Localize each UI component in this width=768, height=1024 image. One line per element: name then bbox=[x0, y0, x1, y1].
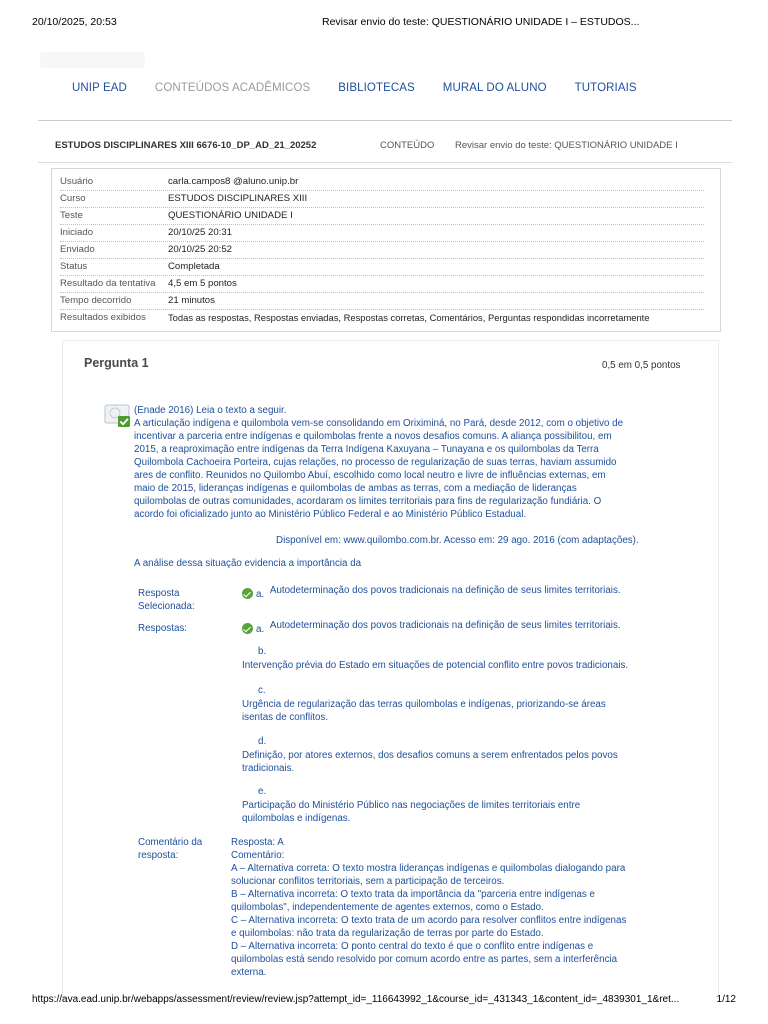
comment-line: D – Alternativa incorreta: O ponto central do texto é que o conflito entre indígenas e bbox=[231, 941, 594, 952]
info-row-resultado bbox=[60, 275, 704, 293]
answer-option-b: Intervenção prévia do Estado em situações de potencial conflito entre povos tradicionais. bbox=[242, 660, 629, 671]
info-row-curso bbox=[60, 190, 704, 208]
nav-conteudos-academicos[interactable]: CONTEÚDOS ACADÊMICOS bbox=[154, 82, 311, 94]
answer-option-c-line2: isentas de conflitos. bbox=[242, 712, 329, 723]
question-intro: (Enade 2016) Leia o texto a seguir. bbox=[134, 405, 287, 416]
question-score: 0,5 em 0,5 pontos bbox=[602, 360, 681, 371]
question-text-line: ares de conflito. Reunidos no Quilombo Abuí, escolhido como local neutro e livre de influências externas, em bbox=[134, 470, 606, 481]
question-text-line: maio de 2015, lideranças indígenas e quilombolas de ambas as terras, com a mediação de lideranças bbox=[134, 483, 577, 494]
comment-label bbox=[138, 836, 202, 862]
question-title: Pergunta 1 bbox=[84, 356, 149, 370]
info-row-teste bbox=[60, 207, 704, 225]
info-value: 20/10/25 20:31 bbox=[168, 227, 233, 238]
comment-line: e quilombolas: não trata da regularização de terras por parte do Estado. bbox=[231, 928, 544, 939]
info-value: ESTUDOS DISCIPLINARES XIII bbox=[168, 193, 308, 204]
answer-letter-d: d. bbox=[258, 736, 267, 747]
breadcrumb-current: Revisar envio do teste: QUESTIONÁRIO UNIDADE I bbox=[455, 140, 678, 151]
info-row-enviado bbox=[60, 241, 704, 259]
question-text-line: acordo foi oficializado junto ao Ministério Público Federal e ao Ministério Público Estadual. bbox=[134, 509, 527, 520]
info-row-resultados-exibidos bbox=[60, 309, 712, 326]
info-row-iniciado bbox=[60, 224, 704, 242]
nav-mural-do-aluno[interactable]: MURAL DO ALUNO bbox=[442, 82, 547, 94]
site-logo[interactable] bbox=[40, 52, 145, 68]
question-text bbox=[134, 404, 679, 521]
info-row-usuario bbox=[60, 173, 704, 191]
print-page-number: 1/12 bbox=[716, 994, 736, 1005]
answer-text: Autodeterminação dos povos tradicionais na definição de seus limites territoriais. bbox=[269, 585, 621, 596]
info-label: Teste bbox=[60, 210, 83, 221]
answer-option-e-line1: Participação do Ministério Público nas negociações de limites territoriais entre bbox=[242, 800, 581, 811]
comment-line: externa. bbox=[231, 967, 267, 978]
answer-option-a bbox=[242, 620, 621, 636]
breadcrumb-section[interactable]: CONTEÚDO bbox=[380, 140, 435, 151]
print-url: https://ava.ead.unip.br/webapps/assessment/review/review.jsp?attempt_id=_116643992_1&course_id=_431343_1&content_id=_4839301_1&ret... bbox=[32, 994, 680, 1005]
print-datetime: 20/10/2025, 20:53 bbox=[32, 16, 117, 28]
info-label: Usuário bbox=[60, 176, 94, 187]
attempt-info-table bbox=[51, 168, 721, 332]
question-source: Disponível em: www.quilombo.com.br. Acesso em: 29 ago. 2016 (com adaptações). bbox=[276, 535, 639, 546]
question-text-line: A articulação indígena e quilombola vem-se consolidando em Oriximiná, no Pará, desde 2012, com o objetivo de bbox=[134, 418, 624, 429]
answer-letter: a. bbox=[256, 589, 265, 600]
comment-line: solucionar conflitos territoriais, sem a participação de terceiros. bbox=[231, 876, 505, 887]
print-header bbox=[32, 16, 736, 30]
question-text-line: 2015, a reaproximação entre indígenas da Terra Indígena Kaxuyana – Tunayana e os quilombolas da Terra bbox=[134, 444, 599, 455]
info-value: 4,5 em 5 pontos bbox=[168, 278, 237, 289]
info-label: Enviado bbox=[60, 244, 95, 255]
info-value: carla.campos8 @aluno.unip.br bbox=[168, 176, 299, 187]
comment-line: Resposta: A bbox=[231, 837, 284, 848]
answer-option-d-line1: Definição, por atores externos, dos desafios comuns a serem enfrentados pelos povos bbox=[242, 750, 618, 761]
question-prompt: A análise dessa situação evidencia a importância da bbox=[134, 558, 362, 569]
correct-check-icon bbox=[242, 588, 253, 599]
nav-bibliotecas[interactable]: BIBLIOTECAS bbox=[338, 82, 415, 94]
breadcrumb-course[interactable]: ESTUDOS DISCIPLINARES XIII 6676-10_DP_AD_21_20252 bbox=[55, 140, 317, 151]
comment-line: quilombolas", independentemente de agentes externos, como o Estado. bbox=[231, 902, 544, 913]
answer-option-d-line2: tradicionais. bbox=[242, 763, 295, 774]
answer-text: Autodeterminação dos povos tradicionais na definição de seus limites territoriais. bbox=[269, 620, 621, 631]
answer-comment bbox=[231, 836, 671, 979]
label-line: Resposta bbox=[138, 588, 180, 599]
info-label: Curso bbox=[60, 193, 86, 204]
info-value: 21 minutos bbox=[168, 295, 215, 306]
answer-letter: a. bbox=[256, 624, 265, 635]
selected-answer-label bbox=[138, 587, 195, 613]
info-row-status bbox=[60, 258, 704, 276]
comment-line: A – Alternativa correta: O texto mostra lideranças indígenas e quilombolas dialogando para bbox=[231, 863, 626, 874]
info-label: Iniciado bbox=[60, 227, 94, 238]
question-text-line: Quilombola Cachoeira Porteira, cujas relações, no processo de regularização de suas terras, haviam assumido bbox=[134, 457, 617, 468]
selected-answer bbox=[242, 585, 621, 601]
info-label: Resultados exibidos bbox=[60, 312, 146, 323]
breadcrumb bbox=[55, 140, 732, 154]
answer-letter-b: b. bbox=[258, 646, 267, 657]
question-text-line: quilombolas de outras comunidades, acordaram os limites territoriais para fins de regularização fundiária. O bbox=[134, 496, 602, 507]
info-value: Todas as respostas, Respostas enviadas, Respostas corretas, Comentários, Perguntas respondidas incorretamente bbox=[168, 312, 650, 323]
comment-line: C – Alternativa incorreta: O texto trata de um acordo para resolver conflitos entre indígenas bbox=[231, 915, 627, 926]
label-line: Comentário da bbox=[138, 837, 203, 848]
answers-label: Respostas: bbox=[138, 623, 188, 634]
question-text-line: incentivar a parceria entre indígenas e quilombolas frente a novos desafios comuns. A aliança possibilitou, em bbox=[134, 431, 612, 442]
answer-letter-e: e. bbox=[258, 786, 267, 797]
print-footer bbox=[32, 994, 736, 1008]
info-label: Resultado da tentativa bbox=[60, 278, 156, 289]
comment-line: Comentário: bbox=[231, 850, 285, 861]
label-line: Selecionada: bbox=[138, 601, 195, 612]
nav-unip-ead[interactable]: UNIP EAD bbox=[72, 82, 127, 94]
info-value: 20/10/25 20:52 bbox=[168, 244, 233, 255]
print-page-title: Revisar envio do teste: QUESTIONÁRIO UNIDADE I – ESTUDOS... bbox=[322, 16, 640, 28]
label-line: resposta: bbox=[138, 850, 179, 861]
info-label: Status bbox=[60, 261, 88, 272]
comment-line: B – Alternativa incorreta: O texto trata da importância da "parceria entre indígenas e bbox=[231, 889, 595, 900]
nav-tutoriais[interactable]: TUTORIAIS bbox=[574, 82, 637, 94]
info-value: QUESTIONÁRIO UNIDADE I bbox=[168, 210, 293, 221]
nav-divider bbox=[38, 120, 732, 121]
correct-check-icon bbox=[242, 623, 253, 634]
comment-line: quilombolas está sendo resolvido por comum acordo entre as partes, sem a interferência bbox=[231, 954, 618, 965]
main-nav bbox=[72, 82, 665, 94]
question-correct-icon bbox=[104, 404, 132, 428]
info-row-tempo bbox=[60, 292, 704, 310]
answer-option-e-line2: quilombolas e indígenas. bbox=[242, 813, 351, 824]
info-label: Tempo decorrido bbox=[60, 295, 132, 306]
answer-letter-c: c. bbox=[258, 685, 266, 696]
info-value: Completada bbox=[168, 261, 220, 272]
breadcrumb-divider bbox=[38, 162, 732, 163]
answer-option-c-line1: Urgência de regularização das terras quilombolas e indígenas, priorizando-se áreas bbox=[242, 699, 606, 710]
